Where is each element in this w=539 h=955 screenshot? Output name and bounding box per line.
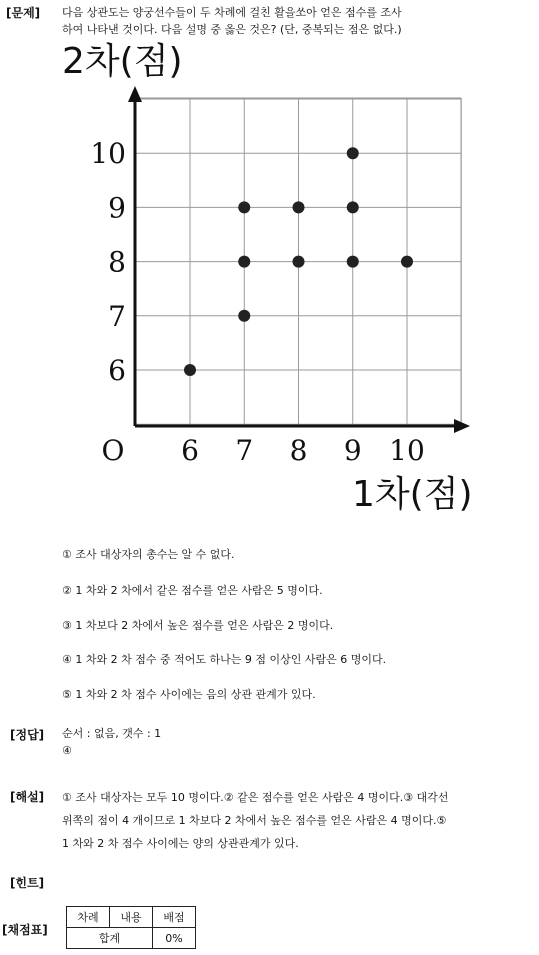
- x-tick-label: 6: [181, 434, 199, 467]
- option-3-text: 1 차보다 2 차에서 높은 점수를 얻은 사람은 2 명이다.: [75, 619, 334, 632]
- x-tick-label: 10: [389, 434, 425, 467]
- problem-line-2: 하여 나타낸 것이다. 다음 설명 중 옳은 것은? (단, 중복되는 점은 없다.): [62, 23, 402, 36]
- y-tick-label: 10: [90, 137, 126, 171]
- scoring-header-row: [67, 907, 196, 928]
- y-tick-label: 6: [108, 354, 126, 387]
- explanation-line-1: ① 조사 대상자는 모두 10 명이다.② 같은 점수를 얻은 사람은 4 명이다.③ 대각선: [62, 791, 449, 804]
- y-tick-label: 8: [108, 245, 126, 279]
- scoring-total-row: [67, 928, 196, 949]
- option-1-number: ①: [62, 548, 72, 561]
- data-point: [238, 256, 250, 268]
- answer-meta: 순서 : 없음, 갯수 : 1: [62, 727, 162, 740]
- scoring-tag: [채점표]: [2, 923, 48, 937]
- data-point: [347, 201, 359, 213]
- y-axis-title: 2차(점): [62, 41, 183, 82]
- x-tick-label: 7: [235, 434, 254, 467]
- option-5-text: 1 차와 2 차 점수 사이에는 음의 상관 관계가 있다.: [75, 688, 316, 701]
- data-point: [238, 201, 250, 213]
- scoring-header-points: 배점: [153, 907, 196, 928]
- option-4-number: ④: [62, 653, 72, 666]
- y-tick-label: 9: [108, 191, 126, 225]
- y-axis-arrow: [128, 86, 142, 102]
- data-point: [347, 256, 359, 268]
- data-point: [184, 364, 196, 376]
- answer-tag: [정답]: [10, 728, 45, 742]
- answer-block: [62, 725, 161, 759]
- option-3-number: ③: [62, 619, 72, 632]
- scoring-total-value: 0%: [153, 928, 196, 949]
- x-axis-arrow: [454, 419, 470, 433]
- scoring-header-order: 차례: [67, 907, 110, 928]
- option-4[interactable]: [62, 651, 386, 667]
- problem-tag: [문제]: [6, 6, 41, 20]
- explanation-tag: [해설]: [10, 790, 45, 804]
- scoring-table: [66, 906, 196, 949]
- option-3[interactable]: [62, 617, 333, 633]
- scoring-total-label: 합계: [67, 928, 153, 949]
- origin-label: O: [101, 434, 125, 467]
- option-2-number: ②: [62, 584, 72, 597]
- x-axis-title: 1차(점): [352, 474, 473, 515]
- data-point: [401, 256, 413, 268]
- scatter-chart: [0, 40, 539, 520]
- data-point: [293, 201, 305, 213]
- data-point: [293, 256, 305, 268]
- explanation-text: [62, 786, 448, 855]
- data-point: [347, 147, 359, 159]
- scoring-header-content: 내용: [110, 907, 153, 928]
- option-2-text: 1 차와 2 차에서 같은 점수를 얻은 사람은 5 명이다.: [75, 584, 323, 597]
- x-tick-label: 9: [343, 434, 362, 467]
- answer-value: ④: [62, 744, 72, 757]
- option-2[interactable]: [62, 582, 323, 598]
- x-tick-label: 8: [289, 434, 308, 467]
- problem-text: [62, 4, 402, 38]
- explanation-line-2: 위쪽의 점이 4 개이므로 1 차보다 2 차에서 높은 점수를 얻은 사람은 4 명이다.⑤: [62, 814, 447, 827]
- hint-tag: [힌트]: [10, 876, 45, 890]
- explanation-line-3: 1 차와 2 차 점수 사이에는 양의 상관관계가 있다.: [62, 837, 299, 850]
- problem-line-1: 다음 상관도는 양궁선수들이 두 차례에 걸친 활을쏘아 얻은 점수를 조사: [62, 6, 402, 19]
- data-point: [238, 310, 250, 322]
- option-5-number: ⑤: [62, 688, 72, 701]
- option-4-text: 1 차와 2 차 점수 중 적어도 하나는 9 점 이상인 사람은 6 명이다.: [75, 653, 387, 666]
- option-1[interactable]: [62, 546, 235, 562]
- y-tick-label: 7: [108, 299, 126, 333]
- option-1-text: 조사 대상자의 총수는 알 수 없다.: [75, 548, 235, 561]
- option-5[interactable]: [62, 686, 316, 702]
